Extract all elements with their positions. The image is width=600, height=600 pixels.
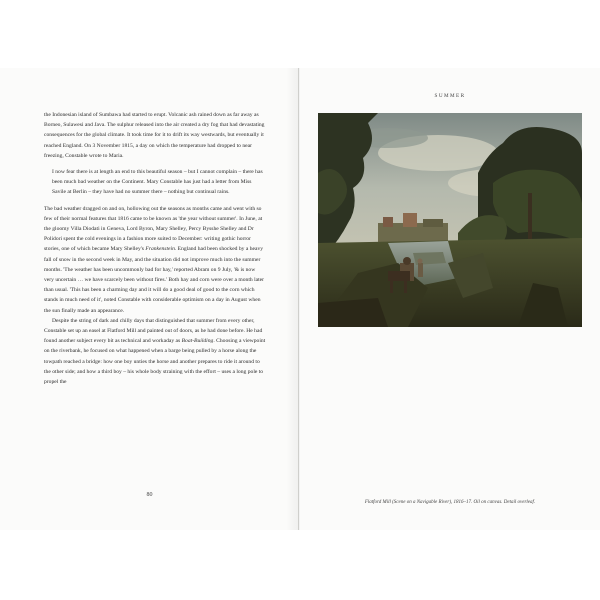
book-spread	[0, 68, 600, 530]
paragraph-text: . Choosing a viewpoint on the riverbank, he focused on what happened when a barge being pulled by a horse along the towpath reached a bridge: how one boy unties the horse and another prepares to ride it around to the other side; and how a third boy – his whole body straining with the effort – uses a long pole to propel the	[44, 338, 266, 386]
paragraph-text: The bad weather dragged on and on, hollowing out the seasons as months came and went with so few of their normal features that 1816 came to be known as 'the year without summer'. In June, at the gloomy Villa Diodati in Geneva, Lord Byron, Mary Shelley, Percy Bysshe Shelley and Dr Polidori spent the cold evenings in a fashion more suited to December: writing gothic horror stories, one of which became Mary Shelley's	[44, 205, 263, 253]
left-page	[0, 68, 299, 530]
italic-title: Boat-Building	[181, 338, 214, 345]
gutter-shadow	[286, 68, 300, 530]
paragraph	[44, 316, 266, 387]
body-text	[44, 110, 266, 387]
italic-title: Frankenstein	[145, 246, 175, 253]
paragraph: the Indonesian island of Sumbawa had started to erupt. Volcanic ash rained down as far away as Borneo, Sulawesi and Java. The sulphur released into the air created a dry fog that had devastating consequences for the global climate. It took time for it to drift its way westwards, but eventually it reached England. On 3 November 1815, a day on which the temperature had dropped to near freezing, Constable wrote to Maria.	[44, 112, 265, 159]
paragraph-text: Despite the string of dark and chilly days that distinguished that summer from every other, Constable set up an easel at Flatford Mill and painted out of doors, as he had done before. He had found another subject every bit as technical and workaday as	[44, 317, 263, 345]
block-quote: I now fear there is at length an end to this beautiful season – but I cannot complain – there has been much bad weather on the Continent. Mary Constable has just had a letter from Miss Savile at Berlin – they have had no summer there – nothing but continual rains.	[52, 169, 263, 196]
paragraph	[44, 204, 266, 316]
right-page	[300, 68, 600, 530]
painting-image	[318, 113, 582, 327]
paragraph-text: . England had been shocked by a heavy fall of snow in the second week in May, and the situation did not improve much into the summer months. 'The weather has been uncommonly bad for hay,' reported Abram on 9 July, '& is now very uncertain … we have scarcely been without fires.' Both hay and corn were over a month later than usual. 'This has been a charming day and it will do a good deal of good to the corn which stands in much need of it', noted Constable with considerable optimism on a day in August when the sun finally made an appearance.	[44, 246, 265, 314]
running-head: SUMMER	[434, 93, 466, 99]
caption: Flatford Mill (Scene on a Navigable River), 1816–17. Oil on canvas. Detail overleaf.	[364, 500, 536, 505]
painting-illustration	[318, 113, 582, 327]
page-number: 80	[146, 492, 153, 498]
